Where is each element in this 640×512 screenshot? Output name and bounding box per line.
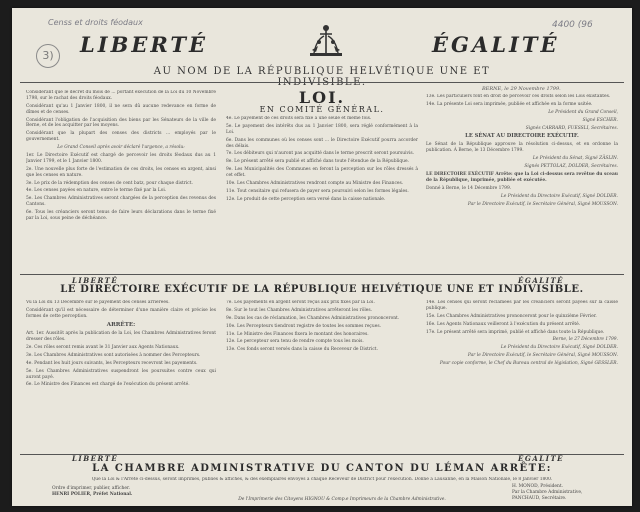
chambre-by-line: Par la Chambre Administrative, [512,490,583,495]
archive-number-stamp: 3) [36,44,60,68]
directoire-title: LE DIRECTOIRE EXÉCUTIF DE LA RÉPUBLIQUE HELVÉTIQUE UNE ET INDIVISIBLE. [60,284,584,295]
handwritten-annotation-right: 4400 (96 [552,20,593,30]
directoire-column-middle: 7e. Les payements en argent seront reçus aux prix fixés par la Loi. 8e. Sur le tout les Chambres Administratives arrêteront les rôles. 9e. Dans les cas de réclamation, les Chambres Administratives prononceront. 10e. Les Percepteurs tiendront registre de toutes les sommes reçues. 11e. Le Ministre des Finances fixera le montant des honoraires. 12e. Le percepteur sera tenu de rendre compte tous les mois. 13e. Ces fonds seront versés dans la caisse du Receveur de District. [226,300,400,353]
chambre-motto-egalite: ÉGALITÉ [518,454,564,463]
document-sheet [12,8,632,506]
chambre-motto-liberte: LIBERTÉ [72,454,119,463]
chambre-prefet-signature: HENRI POLIER, Préfet National. [52,492,133,497]
header-rule [20,82,624,83]
directoire-column-left: Vu la Loi du 13 Décembre sur le payement des censes arriérées. Considérant qu'il est nécessaire de déterminer d'une manière claire et précise les formes de cette perception. ARRÊTE: Art. 1er. Aussitôt après la publication de la Loi, les Chambres Administratives feront dresser des rôles. 2e. Ces rôles seront remis avant le 31 Janvier aux Agents Nationaux. 3e. Les Chambres Administratives sont autorisées à nommer des Percepteurs. 4e. Pendant les huit jours suivants, les Percepteurs recevront les payements. 5e. Les Chambres Administratives suspendront les poursuites contre ceux qui auront payé. 6e. Le Ministre des Finances est chargé de l'exécution du présent arrêté. [26,300,216,388]
loi-column-middle: 4e. Le payement de ces droits sera fixé à une seule et même fois. 5e. Le payement des intérêts dus au 1 Janvier 1800, sera réglé conformément à la Loi. 6e. Dans les communes où les censes sont ... le Directoire Exécutif pourra accorder des délais. 7e. Les débiteurs qui n'auront pas acquitté dans le terme prescrit seront poursuivis. 8e. Le présent arrêté sera publié et affiché dans toute l'étendue de la République. 9e. Les Municipalités des Communes en feront la perception sur les rôles dressés à cet effet. 10e. Les Chambres Administratives rendront compte au Ministre des Finances. 11e. Tout censitaire qui refusera de payer sera poursuivi selon les formes légales. 12e. Le produit de cette perception sera versé dans la caisse nationale. [226,116,418,202]
directoire-motto-liberte: LIBERTÉ [72,276,119,285]
motto-egalite: ÉGALITÉ [432,32,560,57]
directoire-column-right: 14e. Les censes qui seront réclamées par les créanciers seront payées sur la caisse publique. 15e. Les Chambres Administratives prononceront pour le quinzième Février. 16e. Les Agents Nationaux veilleront à l'exécution du présent arrêté. 17e. Le présent arrêté sera imprimé, publié et affiché dans toute la République. Berne, le 27 Décembre 1799. Le Président du Directoire Exécutif, Signé DOLDER. Par le Directoire Exécutif, le Secrétaire Général, Signé MOUSSON. Pour copie conforme, le Chef du Bureau central de législation, Signé GESSLER. [426,300,618,367]
chambre-text: Que la Loi & l'Arrêté ci-dessus, seront imprimés, publiés & affichés, & des exemplaires envoyés à chaque Receveur de District pour l'exécution. Donné à Lausanne, en la Maison Nationale, le 8 Janvier 1800. [91,477,553,482]
loi-column-right: 13e. Les particuliers font en droit de percevoir ces droits selon les Lois existantes. 14e. La présente Loi sera imprimée, publiée et affichée en la forme usitée. Le Président du Grand Conseil, Signé ESCHER. Signés CARRARD, FUESSLI, Secrétaires. LE SÉNAT AU DIRECTOIRE EXÉCUTIF. Le Sénat de la République approuve la résolution ci-dessus, et en ordonne la publication. À Berne, le 13 Décembre 1799. Le Président du Sénat, Signé ZÄSLIN. Signés PETTOLAZ, DOLDER, Secrétaires. LE DIRECTOIRE EXÉCUTIF Arrête: que la Loi ci-dessus sera revêtue du sceau de la République, imprimée, publiée et exécutée. Donné à Berne, le 14 Décembre 1799. Le Président du Directoire Exécutif, Signé DOLDER. Par le Directoire Exécutif, le Secrétaire Général, Signé MOUSSON. [426,94,618,207]
handwritten-annotation-left: Censs et droits féodaux [48,18,143,27]
loi-subtitle: EN COMITÉ GÉNÉRAL. [259,105,385,114]
helvetic-republic-emblem-icon [306,20,346,64]
chambre-secretary-signature: PANCHAUD, Secrétaire. [512,496,567,501]
chambre-title: LA CHAMBRE ADMINISTRATIVE DU CANTON DU LÉMAN ARRÊTE: [92,463,552,474]
document-subtitle: AU NOM DE LA RÉPUBLIQUE HELVÉTIQUE UNE ET [153,66,491,77]
dateline: BERNE, le 29 Novembre 1799. [482,86,561,92]
chambre-president-signature: H. MONOD, Président. [512,484,564,489]
chambre-order-line: Ordre d'imprimer, publier, afficher. [52,486,130,491]
loi-title: LOI. [298,88,346,107]
loi-column-left: Considérant que le décret du mois de ... portant exécution de la Loi du 10 Novembre 1798, sur le rachat des droits féodaux. Considérant qu'au 1 Janvier 1800, il ne sera dû aucune redevance en forme de dîmes et de censes. Considérant l'obligation de l'acquisition des biens par les Sénateurs de la ville de Berne, et de les acquitter par les moyens. Considérant que la plupart des censes des districts ... employés par le gouvernement. Le Grand Conseil après avoir déclaré l'urgence, a résolu: 1er. Le Directoire Exécutif est chargé de percevoir les droits féodaux dus au 1 Janvier 1799, et le 1 Janvier 1800. 2e. Une nouvelle plus forte de l'estimation de ces droits, les censes en argent, ainsi que les censes en nature. 3e. Le prix de la rédemption des censes de cent batz, pour chaque district. 4e. Les censes payées en nature, entre le terme fixé par la Loi. 5e. Les Chambres Administratives seront chargées de la perception des revenus des Cantons. 6e. Tous les créanciers seront tenus de faire leurs déclarations dans le terme fixé par la Loi, sous peine de déchéance. [26,90,216,222]
directoire-motto-egalite: ÉGALITÉ [518,276,564,285]
motto-liberte: LIBERTÉ [80,32,209,57]
section-rule-1 [20,274,624,275]
printer-imprint: De l'Imprimerie des Citoyens HIGNOU & Comp.e Imprimeurs de la Chambre Administrative. [238,497,446,502]
